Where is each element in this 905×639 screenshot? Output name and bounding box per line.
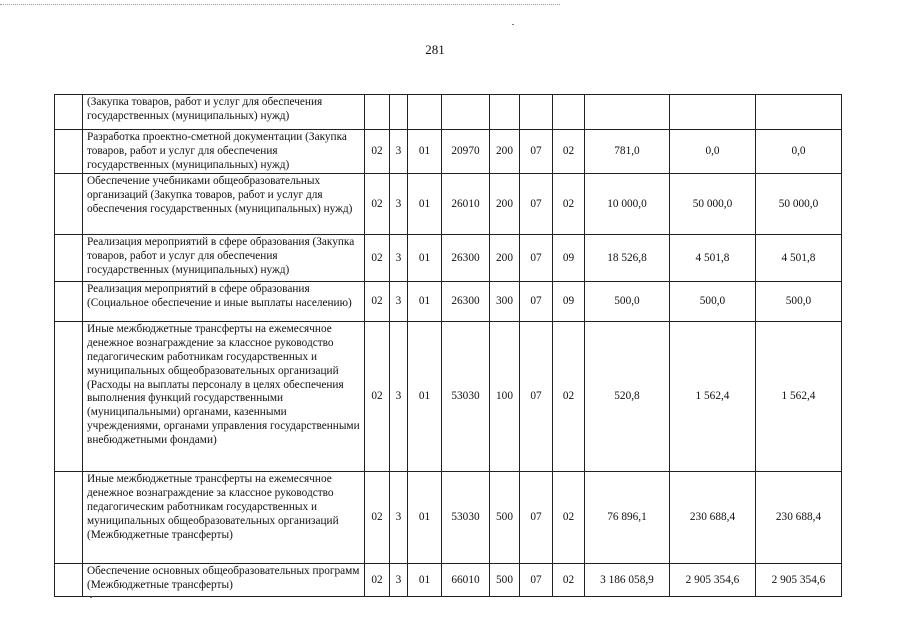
row-index-cell: [55, 174, 83, 235]
amount-year2-cell: 1 562,4: [670, 322, 756, 472]
subsection-cell: [553, 95, 585, 130]
program-code-cell: 02: [365, 322, 390, 472]
subprogram-code-cell: 3: [390, 564, 408, 597]
amount-year2-cell: 0,0: [670, 130, 756, 174]
subprogram-code-cell: 3: [390, 174, 408, 235]
expense-name-cell: Иные межбюджетные трансферты на ежемесячное денежное вознаграждение за классное руководство педагогическим работникам государственных и муниципальных общеобразовательных организаций (Межбюджетные трансферты): [83, 472, 365, 564]
subsection-cell: 02: [553, 564, 585, 597]
event-code-cell: 01: [408, 564, 442, 597]
amount-year1-cell: 500,0: [585, 282, 670, 322]
section-cell: 07: [520, 564, 553, 597]
direction-code-cell: 66010: [442, 564, 490, 597]
event-code-cell: 01: [408, 472, 442, 564]
direction-code-cell: 20970: [442, 130, 490, 174]
amount-year3-cell: [756, 95, 842, 130]
table-row: [55, 95, 842, 130]
subsection-cell: 02: [553, 472, 585, 564]
section-cell: 07: [520, 282, 553, 322]
expense-name-cell: (Закупка товаров, работ и услуг для обеспечения государственных (муниципальных) нужд): [83, 95, 365, 130]
subprogram-code-cell: 3: [390, 235, 408, 282]
expense-name-cell: Разработка проектно-сметной документации (Закупка товаров, работ и услуг для обеспечения государственных (муниципальных) нужд): [83, 130, 365, 174]
direction-code-cell: 26300: [442, 235, 490, 282]
section-cell: 07: [520, 235, 553, 282]
amount-year1-cell: 520,8: [585, 322, 670, 472]
expense-type-cell: 300: [490, 282, 520, 322]
row-index-cell: [55, 130, 83, 174]
amount-year2-cell: [670, 95, 756, 130]
event-code-cell: [408, 95, 442, 130]
event-code-cell: 01: [408, 130, 442, 174]
expense-name-cell: Обеспечение учебниками общеобразовательных организаций (Закупка товаров, работ и услуг для обеспечения государственных (муниципальных) нужд): [83, 174, 365, 235]
page-number: 281: [425, 42, 445, 57]
program-code-cell: 02: [365, 130, 390, 174]
amount-year3-cell: 230 688,4: [756, 472, 842, 564]
row-index-cell: [55, 472, 83, 564]
subprogram-code-cell: 3: [390, 472, 408, 564]
expense-name-cell: Реализация мероприятий в сфере образования (Социальное обеспечение и иные выплаты населению): [83, 282, 365, 322]
direction-code-cell: 53030: [442, 322, 490, 472]
table-row: [55, 472, 842, 564]
amount-year3-cell: 4 501,8: [756, 235, 842, 282]
scan-speck: [512, 24, 514, 25]
subsection-cell: 02: [553, 130, 585, 174]
table-row: [55, 235, 842, 282]
row-index-cell: [55, 564, 83, 597]
program-code-cell: 02: [365, 235, 390, 282]
amount-year2-cell: 500,0: [670, 282, 756, 322]
event-code-cell: 01: [408, 322, 442, 472]
program-code-cell: 02: [365, 564, 390, 597]
section-cell: [520, 95, 553, 130]
section-cell: 07: [520, 322, 553, 472]
amount-year1-cell: [585, 95, 670, 130]
table-row: [55, 564, 842, 597]
direction-code-cell: 26300: [442, 282, 490, 322]
subsection-cell: 02: [553, 322, 585, 472]
direction-code-cell: 26010: [442, 174, 490, 235]
expense-type-cell: 100: [490, 322, 520, 472]
amount-year1-cell: 76 896,1: [585, 472, 670, 564]
expense-type-cell: 500: [490, 564, 520, 597]
direction-code-cell: [442, 95, 490, 130]
amount-year3-cell: 500,0: [756, 282, 842, 322]
event-code-cell: 01: [408, 235, 442, 282]
amount-year2-cell: 4 501,8: [670, 235, 756, 282]
expense-type-cell: 200: [490, 174, 520, 235]
amount-year3-cell: 2 905 354,6: [756, 564, 842, 597]
subprogram-code-cell: 3: [390, 282, 408, 322]
expense-type-cell: 200: [490, 235, 520, 282]
subsection-cell: 09: [553, 282, 585, 322]
amount-year2-cell: 230 688,4: [670, 472, 756, 564]
expense-name-cell: Обеспечение основных общеобразовательных программ (Межбюджетные трансферты): [83, 564, 365, 597]
amount-year2-cell: 2 905 354,6: [670, 564, 756, 597]
budget-table: [54, 94, 842, 597]
expense-name-cell: Иные межбюджетные трансферты на ежемесячное денежное вознаграждение за классное руководство педагогическим работникам государственных и муниципальных общеобразовательных организаций (Расходы на выплаты персоналу в целях обеспечения выполнения функций государственными (муниципальными) органами, казенными учреждениями, органами управления государственными внебюджетными фондами): [83, 322, 365, 472]
table-row: [55, 130, 842, 174]
section-cell: 07: [520, 174, 553, 235]
amount-year2-cell: 50 000,0: [670, 174, 756, 235]
row-index-cell: [55, 235, 83, 282]
table-row: [55, 174, 842, 235]
event-code-cell: 01: [408, 282, 442, 322]
direction-code-cell: 53030: [442, 472, 490, 564]
subprogram-code-cell: 3: [390, 322, 408, 472]
program-code-cell: [365, 95, 390, 130]
subprogram-code-cell: 3: [390, 130, 408, 174]
amount-year3-cell: 1 562,4: [756, 322, 842, 472]
amount-year1-cell: 781,0: [585, 130, 670, 174]
subprogram-code-cell: [390, 95, 408, 130]
expense-type-cell: [490, 95, 520, 130]
row-index-cell: [55, 282, 83, 322]
event-code-cell: 01: [408, 174, 442, 235]
amount-year1-cell: 3 186 058,9: [585, 564, 670, 597]
amount-year3-cell: 0,0: [756, 130, 842, 174]
expense-type-cell: 500: [490, 472, 520, 564]
expense-name-cell: Реализация мероприятий в сфере образования (Закупка товаров, работ и услуг для обеспечения государственных (муниципальных) нужд): [83, 235, 365, 282]
expense-type-cell: 200: [490, 130, 520, 174]
row-index-cell: [55, 95, 83, 130]
scan-border-line: [0, 4, 560, 5]
program-code-cell: 02: [365, 174, 390, 235]
table-row: [55, 282, 842, 322]
row-index-cell: [55, 322, 83, 472]
section-cell: 07: [520, 130, 553, 174]
table-row: [55, 322, 842, 472]
subsection-cell: 09: [553, 235, 585, 282]
amount-year1-cell: 18 526,8: [585, 235, 670, 282]
amount-year3-cell: 50 000,0: [756, 174, 842, 235]
program-code-cell: 02: [365, 472, 390, 564]
subsection-cell: 02: [553, 174, 585, 235]
amount-year1-cell: 10 000,0: [585, 174, 670, 235]
section-cell: 07: [520, 472, 553, 564]
program-code-cell: 02: [365, 282, 390, 322]
